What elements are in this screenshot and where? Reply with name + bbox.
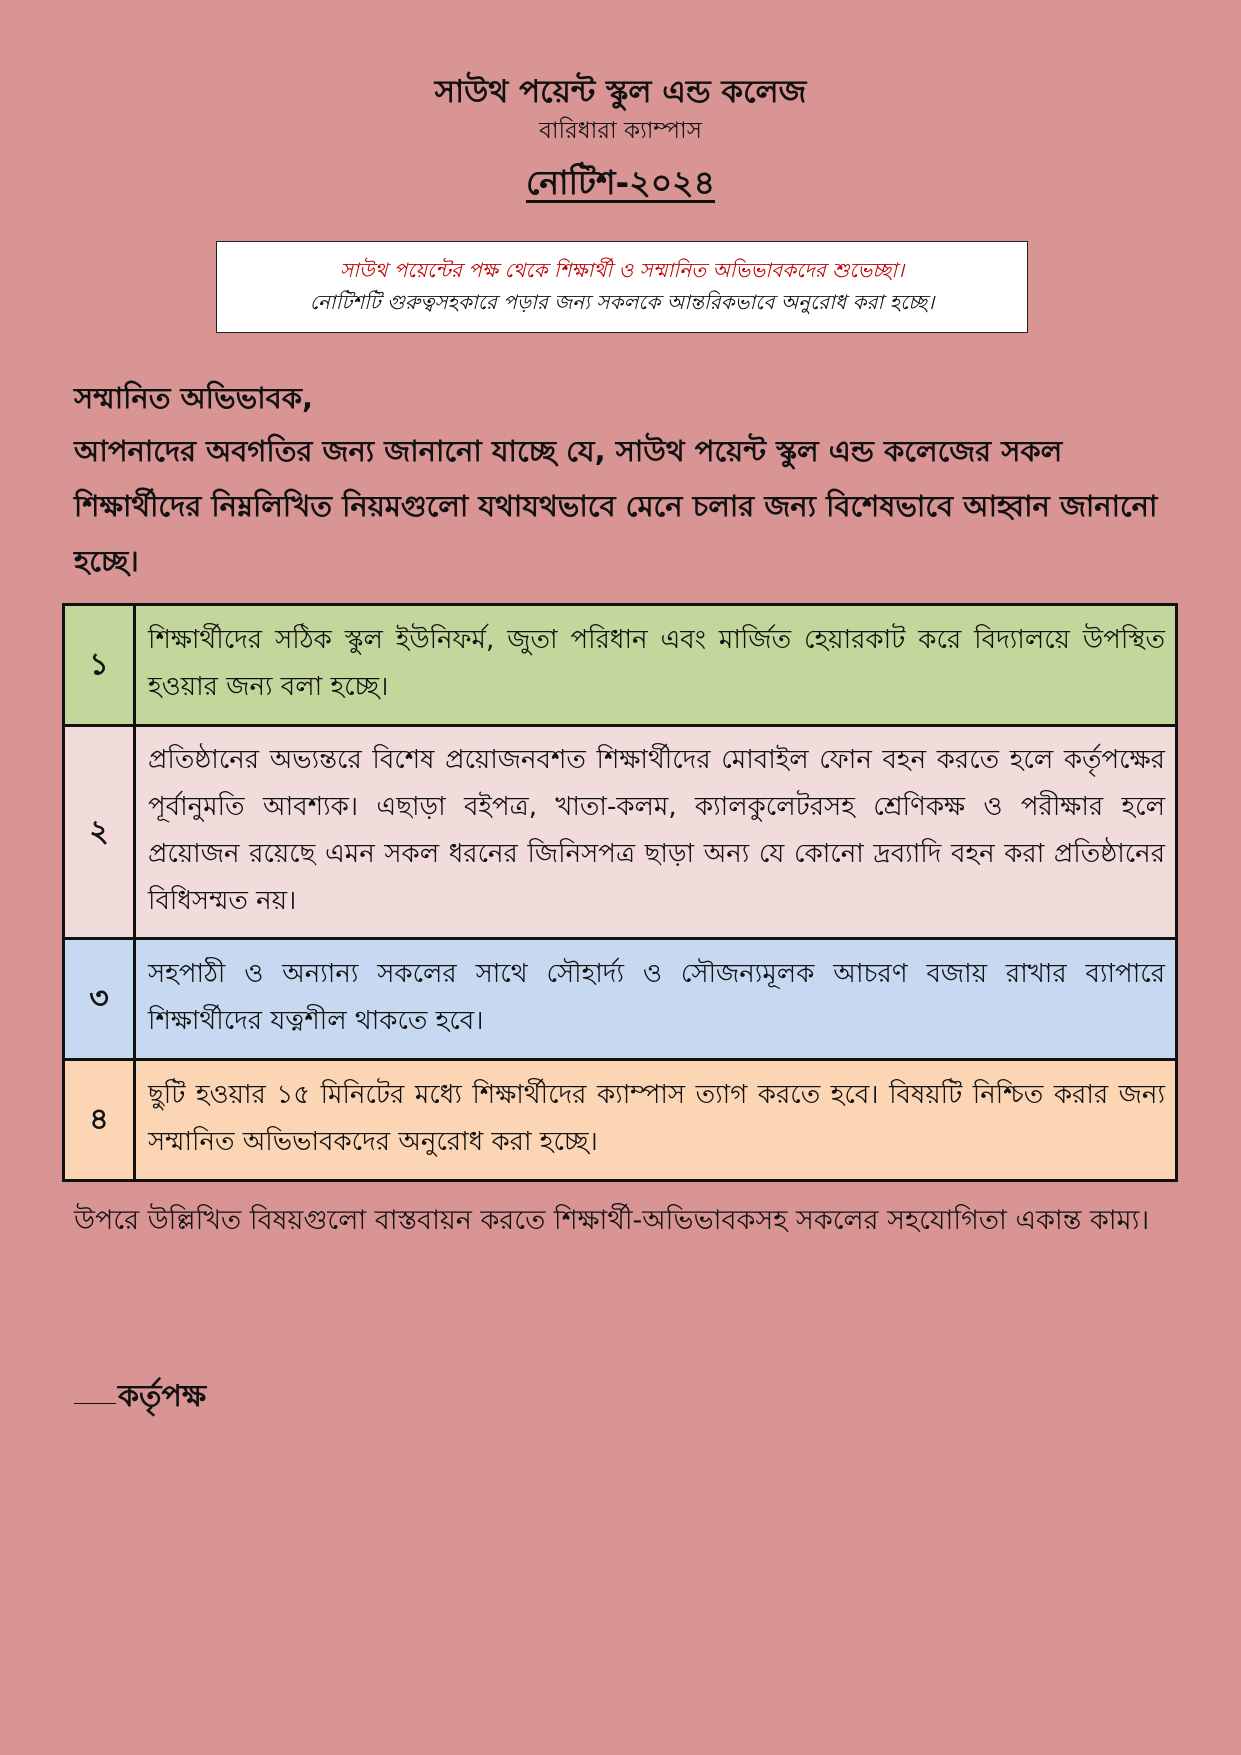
rules-table — [62, 603, 1178, 1182]
rule-row — [64, 605, 1177, 726]
signature-text: কর্তৃপক্ষ — [118, 1379, 207, 1414]
rule-number: ২ — [64, 726, 135, 939]
greeting-line-1: সাউথ পয়েন্টের পক্ষ থেকে শিক্ষার্থী ও সম্মানিত অভিভাবকদের শুভেচ্ছা। — [339, 258, 905, 282]
salutation: সম্মানিত অভিভাবক, — [74, 381, 314, 415]
rule-number: ১ — [64, 605, 135, 726]
rule-row — [64, 939, 1177, 1060]
notice-header — [0, 70, 1241, 204]
rule-row — [64, 726, 1177, 939]
rule-text: ছুটি হওয়ার ১৫ মিনিটের মধ্যে শিক্ষার্থীদের ক্যাম্পাস ত্যাগ করতে হবে। বিষয়টি নিশ্চিত করার জন্য সম্মানিত অভিভাবকদের অনুরোধ করা হচ্ছে। — [135, 1060, 1177, 1181]
signature — [74, 1373, 206, 1421]
rule-text: শিক্ষার্থীদের সঠিক স্কুল ইউনিফর্ম, জুতা পরিধান এবং মার্জিত হেয়ারকাট করে বিদ্যালয়ে উপস্থিত হওয়ার জন্য বলা হচ্ছে। — [135, 605, 1177, 726]
school-name: সাউথ পয়েন্ট স্কুল এন্ড কলেজ — [434, 74, 807, 110]
greeting-box — [216, 241, 1028, 333]
rule-text: প্রতিষ্ঠানের অভ্যন্তরে বিশেষ প্রয়োজনবশত শিক্ষার্থীদের মোবাইল ফোন বহন করতে হলে কর্তৃপক্ষের পূর্বানুমতি আবশ্যক। এছাড়া বইপত্র, খাতা-কলম, ক্যালকুলেটরসহ শ্রেণিকক্ষ ও পরীক্ষার হলে প্রয়োজন রয়েছে এমন সকল ধরনের জিনিসপত্র ছাড়া অন্য যে কোনো দ্রব্যাদি বহন করা প্রতিষ্ঠানের বিধিসম্মত নয়। — [135, 726, 1177, 939]
notice-title: নোটিশ-২০২৪ — [525, 163, 716, 202]
intro-paragraph: আপনাদের অবগতির জন্য জানানো যাচ্ছে যে, সাউথ পয়েন্ট স্কুল এন্ড কলেজের সকল শিক্ষার্থীদের নিম্নলিখিত নিয়মগুলো যথাযথভাবে মেনে চলার জন্য বিশেষভাবে আহ্বান জানানো হচ্ছে। — [74, 434, 1158, 578]
rule-number: ৪ — [64, 1060, 135, 1181]
campus-name: বারিধারা ক্যাম্পাস — [539, 118, 702, 144]
closing-paragraph: উপরে উল্লিখিত বিষয়গুলো বাস্তবায়ন করতে শিক্ষার্থী-অভিভাবকসহ সকলের সহযোগিতা একান্ত কাম্য। — [74, 1205, 1150, 1236]
rule-row — [64, 1060, 1177, 1181]
greeting-line-2: নোটিশটি গুরুত্বসহকারে পড়ার জন্য সকলকে আন্তরিকভাবে অনুরোধ করা হচ্ছে। — [309, 290, 935, 314]
rule-number: ৩ — [64, 939, 135, 1060]
signature-line — [74, 1403, 116, 1404]
rule-text: সহপাঠী ও অন্যান্য সকলের সাথে সৌহার্দ্য ও সৌজন্যমূলক আচরণ বজায় রাখার ব্যাপারে শিক্ষার্থীদের যত্নশীল থাকতে হবে। — [135, 939, 1177, 1060]
